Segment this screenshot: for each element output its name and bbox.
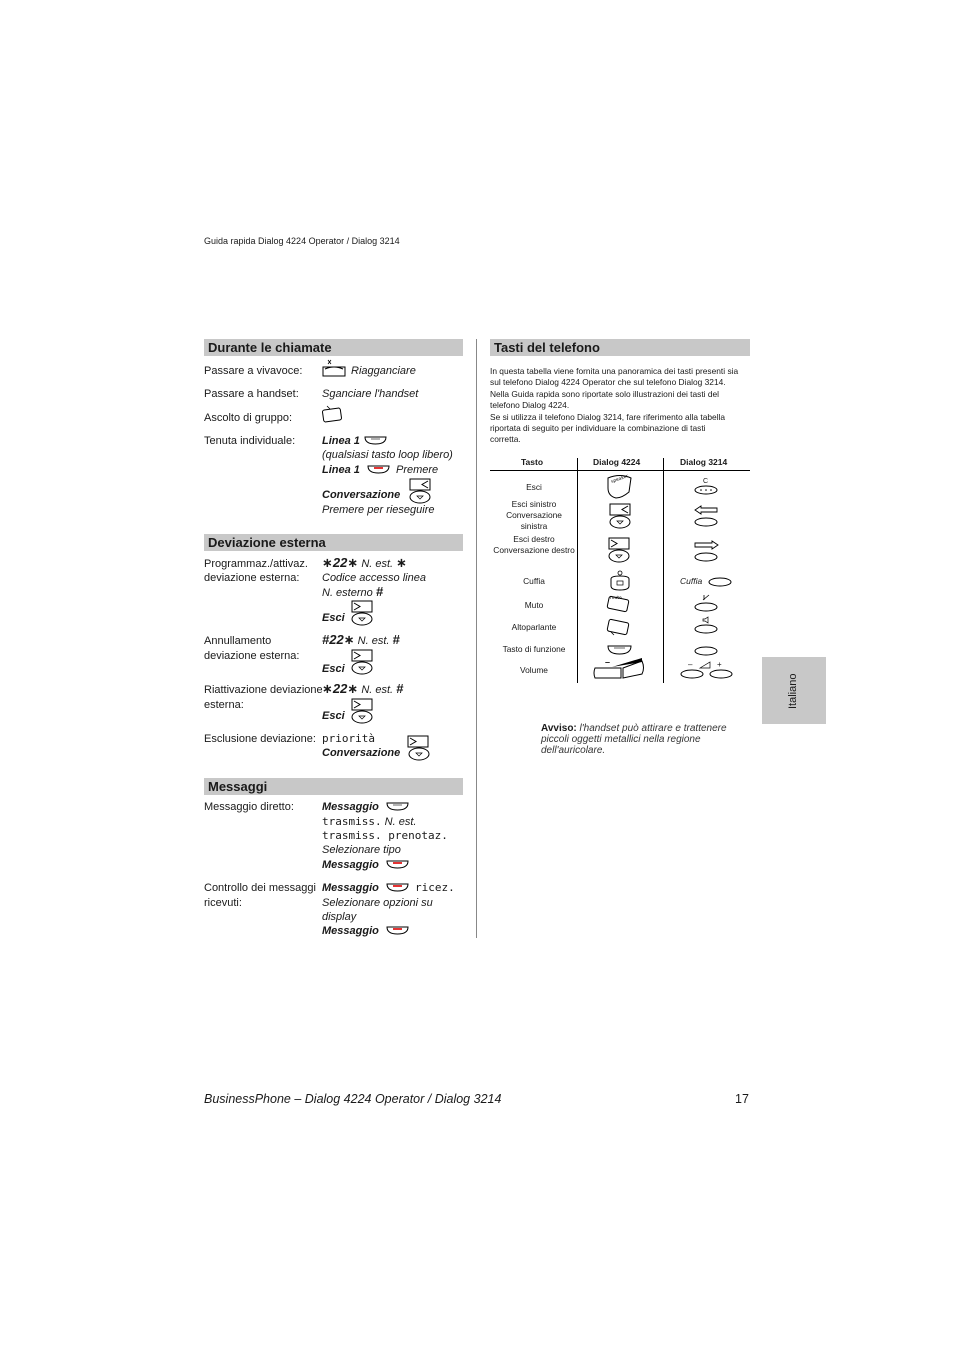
label-annullamento-2: deviazione esterna: (204, 650, 300, 662)
col-header-3214: Dialog 3214 (680, 457, 728, 467)
volume-minus-label: – (605, 657, 611, 667)
intro-line: Se si utilizza il telefono Dialog 3214, fare riferimento alla tabella (490, 411, 726, 422)
table-header-rule (490, 470, 750, 471)
prog-codice-accesso: Codice accesso linea (322, 572, 426, 584)
language-side-tab (762, 657, 826, 724)
conversazione-key-icon[interactable] (408, 478, 432, 504)
label-tenuta: Tenuta individuale: (204, 435, 296, 447)
page-number: 17 (735, 1092, 749, 1106)
display-trasmiss: trasmiss. (322, 815, 382, 828)
mute-3214-key-icon (694, 594, 720, 614)
message-key-red-icon-2[interactable] (386, 883, 410, 893)
ann-hash: # (392, 632, 400, 647)
line-key-icon[interactable] (364, 436, 388, 446)
message-key-red-icon-3[interactable] (386, 926, 410, 936)
function-3214-key-icon (694, 645, 720, 657)
line-key-red-icon[interactable] (367, 465, 391, 475)
label-programmaz-2: deviazione esterna: (204, 572, 300, 584)
intro-line: sul telefono Dialog 4224 Operator che sul telefono Dialog 3214. (490, 377, 726, 388)
conversazione-note: Premere per rieseguire (322, 504, 435, 516)
esci-label-2: Esci (322, 663, 345, 675)
avviso-label: Avviso: (541, 723, 577, 734)
left-arrow-3214-icon (694, 505, 720, 527)
right-arrow-3214-icon (694, 540, 720, 562)
ann-next: N. est. (357, 635, 390, 647)
display-priorita: priorità (322, 732, 375, 745)
intro-line: corretta. (490, 434, 521, 445)
messaggio-label-2: Messaggio (322, 859, 379, 871)
messaggio-label-1: Messaggio (322, 801, 379, 813)
volume-3214-minus-label: – (688, 660, 693, 669)
esci-key-icon-3[interactable] (351, 698, 375, 724)
esci-label-3: Esci (322, 710, 345, 722)
prog-hash: # (375, 584, 384, 599)
volume-3214-plus-label: + (717, 660, 722, 669)
label-handset: Passare a handset: (204, 388, 299, 400)
mute-key-text: mute (610, 596, 622, 601)
action-sganciare: Sganciare l'handset (322, 388, 419, 400)
label-ascolto: Ascolto di gruppo: (204, 412, 293, 424)
riatt-code: ∗22∗ (322, 681, 359, 696)
speaker-esci-key-icon (606, 474, 634, 500)
esci-3214-key-icon (694, 485, 720, 495)
message-key-icon-1[interactable] (386, 802, 410, 812)
display-ricez: ricez. (415, 881, 455, 894)
esci-3214-c-label: C (703, 478, 709, 485)
messaggio-label-4: Messaggio (322, 925, 379, 937)
prog-star: ∗ (396, 555, 408, 570)
cuffia-3214-label: Cuffia (680, 576, 703, 586)
speaker-key-text: speaker (610, 474, 630, 485)
table-row-esci-sinistro: Esci sinistro Conversazione sinistra (506, 499, 562, 532)
label-esclusione: Esclusione deviazione: (204, 733, 316, 745)
intro-line: telefono Dialog 4224. (490, 400, 570, 411)
intro-line: riportata di seguito per individuare la combinazione di tasti (490, 423, 706, 434)
label-vivavoce: Passare a vivavoce: (204, 365, 303, 377)
label-riattivazione-2: esterna: (204, 699, 244, 711)
selezionare-opzioni-2: display (322, 911, 357, 923)
language-label: Italiano (787, 673, 799, 709)
section-title-tasti: Tasti del telefono (490, 339, 750, 356)
ann-code: #22∗ (322, 632, 355, 647)
riatt-hash: # (396, 681, 404, 696)
intro-line: In questa tabella viene fornita una panoramica dei tasti presenti sia (490, 366, 739, 376)
selezionare-tipo: Selezionare tipo (322, 844, 401, 856)
handset-hook-icon (322, 358, 348, 378)
display-trasmiss-prenotaz: trasmiss. prenotaz. (322, 829, 448, 842)
linea1-label: Linea 1 (322, 435, 360, 447)
column-divider (476, 339, 477, 938)
prog-code: ∗22∗ (322, 555, 359, 570)
section-title-messaggi: Messaggi (204, 778, 463, 795)
section-title-deviazione: Deviazione esterna (204, 534, 463, 551)
cuffia-3214-key-icon (708, 577, 734, 587)
prog-n-esterno: N. esterno (322, 587, 373, 599)
loudspeaker-3214-key-icon (694, 616, 720, 636)
linea1-note: (qualsiasi tasto loop libero) (322, 449, 453, 461)
table-row-esci-destro: Esci destro Conversazione destro (493, 534, 575, 556)
table-row-cuffia: Cuffia (523, 576, 545, 586)
conversazione-key-icon-2[interactable] (407, 735, 431, 761)
riatt-next: N. est. (361, 684, 394, 696)
conversazione-label: Conversazione (322, 489, 401, 501)
messaggio-label-3: Messaggio (322, 882, 379, 894)
table-divider-2 (663, 458, 664, 683)
intro-line: Nella Guida rapida sono riportate solo illustrazioni dei tasti del (490, 388, 720, 399)
linea1-label-2: Linea 1 (322, 464, 360, 476)
esci-key-icon-1[interactable] (351, 600, 375, 626)
label-controllo: Controllo dei messaggi (204, 882, 316, 894)
avviso-note (541, 723, 751, 756)
trasmiss-next: N. est. (384, 816, 417, 828)
action-riagganciare: Riagganciare (351, 365, 416, 377)
avviso-text: l'handset può attirare e trattenere piccoli oggetti metallici nella regione dell'auricolare. (541, 723, 727, 756)
table-row-muto: Muto (524, 600, 544, 610)
escl-conversazione: Conversazione (322, 747, 401, 759)
headset-key-icon (608, 570, 632, 592)
speaker-key-icon (322, 404, 344, 424)
prog-next: N. est. (361, 558, 394, 570)
action-premere: Premere (396, 464, 439, 476)
esci-label-1: Esci (322, 612, 345, 624)
running-head: Guida rapida Dialog 4224 Operator / Dialog 3214 (204, 236, 400, 246)
selezionare-opzioni: Selezionare opzioni su (322, 897, 433, 909)
tasti-intro (490, 366, 752, 446)
esci-key-icon-2[interactable] (351, 649, 375, 675)
table-row-volume: Volume (520, 665, 548, 675)
col-header-4224: Dialog 4224 (593, 457, 641, 467)
table-row-esci: Esci (526, 482, 542, 492)
table-divider-1 (577, 458, 578, 683)
label-riattivazione: Riattivazione deviazione (204, 684, 323, 696)
label-controllo-2: ricevuti: (204, 897, 242, 909)
section-title-durante: Durante le chiamate (204, 339, 463, 356)
table-row-tasto-funzione: Tasto di funzione (502, 644, 566, 654)
volume-3214-key-icon (680, 660, 736, 680)
mute-key-icon (606, 594, 632, 614)
loudspeaker-key-icon (606, 618, 632, 638)
volume-key-icon (594, 656, 648, 682)
label-messaggio-diretto: Messaggio diretto: (204, 801, 294, 813)
message-key-red-icon-1[interactable] (386, 860, 410, 870)
label-programmaz: Programmaz./attivaz. (204, 558, 308, 570)
table-row-altoparlante: Altoparlante (511, 622, 557, 632)
footer-title: BusinessPhone – Dialog 4224 Operator / Dialog 3214 (204, 1092, 502, 1106)
right-conversazione-key-icon (608, 537, 634, 563)
left-conversazione-key-icon (608, 503, 634, 529)
label-annullamento: Annullamento (204, 635, 272, 647)
col-header-tasto: Tasto (521, 457, 544, 467)
